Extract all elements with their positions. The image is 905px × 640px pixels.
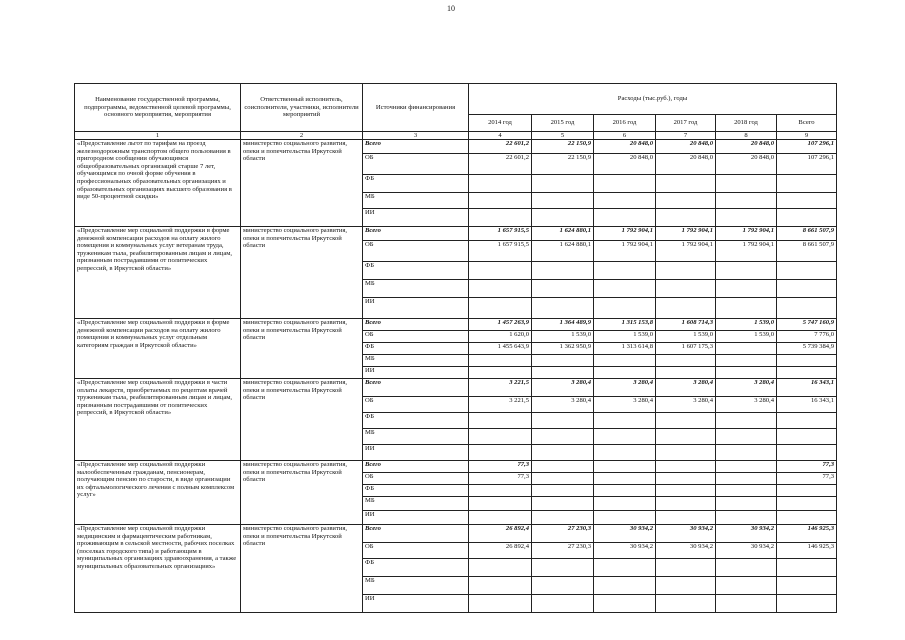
year-value-cell: 22 601,2 xyxy=(469,140,532,154)
year-value-cell xyxy=(716,367,777,379)
year-value-cell xyxy=(469,429,532,445)
page-number: 10 xyxy=(447,4,455,13)
column-header-year: 2014 год xyxy=(469,115,532,132)
column-number: 1 xyxy=(75,132,241,140)
year-value-cell: 30 934,2 xyxy=(594,525,656,543)
year-value-cell xyxy=(469,367,532,379)
year-value-cell: 1 792 904,1 xyxy=(594,241,656,262)
total-value-cell xyxy=(777,280,837,298)
year-value-cell: 26 892,4 xyxy=(469,543,532,559)
total-value-cell: 77,3 xyxy=(777,461,837,473)
column-header-total: Всего xyxy=(777,115,837,132)
year-value-cell: 26 892,4 xyxy=(469,525,532,543)
activity-description: «Предоставление мер социальной поддержки малообеспеченным гражданам, пенсионерам, получающим пенсию по старости, в виде организации их офтальмологического лечения с полным комплексом услуг» xyxy=(75,461,241,525)
year-value-cell xyxy=(469,175,532,193)
year-value-cell xyxy=(656,473,716,485)
column-number: 6 xyxy=(594,132,656,140)
column-header-year: 2015 год xyxy=(532,115,594,132)
year-value-cell xyxy=(656,298,716,319)
year-value-cell xyxy=(656,209,716,227)
total-value-cell xyxy=(777,429,837,445)
year-value-cell xyxy=(532,485,594,497)
activity-description: «Предоставление мер социальной поддержки в форме денежной компенсации расходов на оплату жилого помещения и коммунальных услуг отдельным категориям граждан в Иркутской области» xyxy=(75,319,241,379)
column-header-sources: Источники финансирования xyxy=(363,84,469,132)
total-value-cell xyxy=(777,367,837,379)
year-value-cell: 1 539,0 xyxy=(532,331,594,343)
year-value-cell: 30 934,2 xyxy=(656,543,716,559)
column-number: 7 xyxy=(656,132,716,140)
year-value-cell: 20 848,0 xyxy=(716,154,777,175)
expenses-table xyxy=(74,83,837,613)
year-value-cell xyxy=(469,280,532,298)
year-value-cell xyxy=(532,209,594,227)
year-value-cell: 1 315 153,8 xyxy=(594,319,656,331)
year-value-cell: 77,3 xyxy=(469,473,532,485)
total-value-cell xyxy=(777,497,837,511)
year-value-cell: 3 280,4 xyxy=(594,397,656,413)
year-value-cell xyxy=(469,485,532,497)
year-value-cell xyxy=(656,445,716,461)
table-row xyxy=(75,525,837,543)
year-value-cell: 27 230,3 xyxy=(532,543,594,559)
year-value-cell: 20 848,0 xyxy=(656,140,716,154)
year-value-cell xyxy=(532,298,594,319)
year-value-cell xyxy=(594,445,656,461)
year-value-cell: 1 455 643,9 xyxy=(469,343,532,355)
funding-source-cell: ИИ xyxy=(363,445,469,461)
year-value-cell xyxy=(656,175,716,193)
year-value-cell xyxy=(532,262,594,280)
total-value-cell xyxy=(777,559,837,577)
year-value-cell xyxy=(532,559,594,577)
funding-source-cell: ФБ xyxy=(363,485,469,497)
year-value-cell xyxy=(656,577,716,595)
year-value-cell xyxy=(716,343,777,355)
year-value-cell xyxy=(532,497,594,511)
column-number: 9 xyxy=(777,132,837,140)
year-value-cell xyxy=(716,595,777,613)
funding-source-cell: Всего xyxy=(363,319,469,331)
total-value-cell xyxy=(777,577,837,595)
year-value-cell: 20 848,0 xyxy=(594,140,656,154)
year-value-cell xyxy=(716,262,777,280)
year-value-cell xyxy=(469,413,532,429)
year-value-cell: 1 792 904,1 xyxy=(656,227,716,241)
year-value-cell xyxy=(594,577,656,595)
year-value-cell xyxy=(532,355,594,367)
year-value-cell xyxy=(594,485,656,497)
year-value-cell xyxy=(716,355,777,367)
year-value-cell xyxy=(656,497,716,511)
funding-source-cell: ИИ xyxy=(363,298,469,319)
year-value-cell: 30 934,2 xyxy=(716,525,777,543)
table-row xyxy=(75,227,837,241)
funding-source-cell: ФБ xyxy=(363,343,469,355)
column-number: 3 xyxy=(363,132,469,140)
total-value-cell xyxy=(777,445,837,461)
year-value-cell: 22 150,9 xyxy=(532,140,594,154)
year-value-cell: 22 601,2 xyxy=(469,154,532,175)
year-value-cell xyxy=(594,355,656,367)
total-value-cell xyxy=(777,595,837,613)
year-value-cell: 30 934,2 xyxy=(594,543,656,559)
year-value-cell xyxy=(532,511,594,525)
year-value-cell xyxy=(716,473,777,485)
total-value-cell: 107 296,1 xyxy=(777,154,837,175)
year-value-cell: 27 230,3 xyxy=(532,525,594,543)
year-value-cell xyxy=(594,209,656,227)
year-value-cell xyxy=(656,262,716,280)
total-value-cell: 16 343,1 xyxy=(777,397,837,413)
funding-source-cell: МБ xyxy=(363,280,469,298)
funding-source-cell: ОБ xyxy=(363,331,469,343)
year-value-cell: 1 792 904,1 xyxy=(716,227,777,241)
funding-source-cell: МБ xyxy=(363,577,469,595)
year-value-cell: 1 607 175,3 xyxy=(656,343,716,355)
funding-source-cell: ОБ xyxy=(363,397,469,413)
year-value-cell xyxy=(532,367,594,379)
funding-source-cell: ОБ xyxy=(363,543,469,559)
year-value-cell xyxy=(469,209,532,227)
year-value-cell xyxy=(594,595,656,613)
year-value-cell xyxy=(716,485,777,497)
year-value-cell xyxy=(716,413,777,429)
year-value-cell xyxy=(532,429,594,445)
year-value-cell xyxy=(594,413,656,429)
year-value-cell xyxy=(656,367,716,379)
funding-source-cell: МБ xyxy=(363,355,469,367)
year-value-cell xyxy=(469,559,532,577)
year-value-cell xyxy=(716,209,777,227)
total-value-cell: 7 776,0 xyxy=(777,331,837,343)
year-value-cell xyxy=(656,485,716,497)
funding-source-cell: ИИ xyxy=(363,511,469,525)
total-value-cell: 5 747 160,9 xyxy=(777,319,837,331)
total-value-cell xyxy=(777,511,837,525)
total-value-cell: 146 925,3 xyxy=(777,525,837,543)
funding-source-cell: ОБ xyxy=(363,473,469,485)
year-value-cell: 1 792 904,1 xyxy=(656,241,716,262)
year-value-cell: 3 280,4 xyxy=(532,379,594,397)
year-value-cell xyxy=(469,262,532,280)
year-value-cell xyxy=(716,577,777,595)
activity-description: «Предоставление мер социальной поддержки в части оплаты лекарств, приобретаемых по рецептам врачей труженикам тыла, реабилитированным лицам и лицам, признанным пострадавшими от политических репрессий, в Иркутской области» xyxy=(75,379,241,461)
year-value-cell xyxy=(594,298,656,319)
year-value-cell xyxy=(656,429,716,445)
year-value-cell xyxy=(469,298,532,319)
year-value-cell: 1 539,0 xyxy=(594,331,656,343)
year-value-cell: 30 934,2 xyxy=(656,525,716,543)
year-value-cell xyxy=(469,445,532,461)
column-header-executor: Ответственный исполнитель, соисполнители, участники, исполнители мероприятий xyxy=(241,84,363,132)
funding-source-cell: МБ xyxy=(363,193,469,209)
total-value-cell xyxy=(777,298,837,319)
total-value-cell xyxy=(777,355,837,367)
total-value-cell: 107 296,1 xyxy=(777,140,837,154)
total-value-cell: 16 343,1 xyxy=(777,379,837,397)
year-value-cell xyxy=(594,511,656,525)
year-value-cell xyxy=(594,175,656,193)
year-value-cell: 3 280,4 xyxy=(656,397,716,413)
funding-source-cell: ОБ xyxy=(363,241,469,262)
column-header-program: Наименование государственной программы, подпрограммы, ведомственной целевой программы, основного мероприятия, мероприятия xyxy=(75,84,241,132)
column-header-year: 2016 год xyxy=(594,115,656,132)
year-value-cell: 3 280,4 xyxy=(716,379,777,397)
total-value-cell: 146 925,3 xyxy=(777,543,837,559)
year-value-cell: 3 280,4 xyxy=(594,379,656,397)
year-value-cell: 1 657 915,5 xyxy=(469,241,532,262)
year-value-cell xyxy=(532,461,594,473)
year-value-cell: 1 539,0 xyxy=(716,331,777,343)
year-value-cell: 1 620,0 xyxy=(469,331,532,343)
year-value-cell xyxy=(656,559,716,577)
year-value-cell xyxy=(532,577,594,595)
year-value-cell: 30 934,2 xyxy=(716,543,777,559)
funding-source-cell: ФБ xyxy=(363,559,469,577)
year-value-cell xyxy=(716,280,777,298)
funding-source-cell: МБ xyxy=(363,497,469,511)
column-header-year: 2018 год xyxy=(716,115,777,132)
year-value-cell xyxy=(532,193,594,209)
total-value-cell xyxy=(777,485,837,497)
funding-source-cell: МБ xyxy=(363,429,469,445)
funding-source-cell: Всего xyxy=(363,461,469,473)
year-value-cell xyxy=(469,577,532,595)
year-value-cell: 3 280,4 xyxy=(716,397,777,413)
funding-source-cell: ФБ xyxy=(363,175,469,193)
funding-source-cell: Всего xyxy=(363,140,469,154)
year-value-cell: 1 624 880,1 xyxy=(532,241,594,262)
year-value-cell xyxy=(716,511,777,525)
executor-cell: министерство социального развития, опеки и попечительства Иркутской области xyxy=(241,227,363,319)
table-row xyxy=(75,140,837,154)
executor-cell: министерство социального развития, опеки и попечительства Иркутской области xyxy=(241,379,363,461)
year-value-cell xyxy=(594,367,656,379)
year-value-cell xyxy=(594,559,656,577)
activity-description: «Предоставление мер социальной поддержки медицинским и фармацевтическим работникам, проживающим в сельской местности, рабочих поселках (поселках городского типа) и работающим в муниципальных организациях здравоохранения, а также муниципальных образовательных организациях» xyxy=(75,525,241,613)
year-value-cell: 20 848,0 xyxy=(594,154,656,175)
year-value-cell xyxy=(656,461,716,473)
year-value-cell: 22 150,9 xyxy=(532,154,594,175)
funding-source-cell: ИИ xyxy=(363,595,469,613)
year-value-cell: 1 364 489,9 xyxy=(532,319,594,331)
executor-cell: министерство социального развития, опеки и попечительства Иркутской области xyxy=(241,525,363,613)
year-value-cell xyxy=(469,355,532,367)
year-value-cell xyxy=(532,445,594,461)
year-value-cell xyxy=(532,473,594,485)
table-body xyxy=(75,140,837,613)
activity-description: «Предоставление мер социальной поддержки в форме денежной компенсации расходов на оплату жилого помещения и коммунальных услуг ветеранам труда, труженикам тыла, реабилитированным лицам и лицам, признанным пострадавшими от политических репрессий, в Иркутской области» xyxy=(75,227,241,319)
year-value-cell: 1 657 915,5 xyxy=(469,227,532,241)
year-value-cell xyxy=(656,280,716,298)
year-value-cell: 1 608 714,3 xyxy=(656,319,716,331)
year-value-cell: 77,3 xyxy=(469,461,532,473)
table-row xyxy=(75,319,837,331)
table-row xyxy=(75,461,837,473)
year-value-cell xyxy=(716,193,777,209)
column-number: 4 xyxy=(469,132,532,140)
year-value-cell: 3 280,4 xyxy=(532,397,594,413)
total-value-cell: 5 739 384,9 xyxy=(777,343,837,355)
executor-cell: министерство социального развития, опеки и попечительства Иркутской области xyxy=(241,319,363,379)
year-value-cell: 1 792 904,1 xyxy=(594,227,656,241)
executor-cell: министерство социального развития, опеки и попечительства Иркутской области xyxy=(241,140,363,227)
total-value-cell xyxy=(777,193,837,209)
total-value-cell xyxy=(777,209,837,227)
total-value-cell xyxy=(777,262,837,280)
year-value-cell: 1 792 904,1 xyxy=(716,241,777,262)
executor-cell: министерство социального развития, опеки и попечительства Иркутской области xyxy=(241,461,363,525)
column-number: 5 xyxy=(532,132,594,140)
column-number-row xyxy=(75,132,837,140)
year-value-cell xyxy=(656,355,716,367)
funding-source-cell: ИИ xyxy=(363,367,469,379)
funding-source-cell: Всего xyxy=(363,379,469,397)
table-row xyxy=(75,379,837,397)
year-value-cell xyxy=(594,473,656,485)
year-value-cell xyxy=(594,280,656,298)
year-value-cell: 1 624 880,1 xyxy=(532,227,594,241)
total-value-cell xyxy=(777,175,837,193)
year-value-cell xyxy=(716,497,777,511)
year-value-cell xyxy=(656,413,716,429)
year-value-cell xyxy=(716,429,777,445)
funding-source-cell: ОБ xyxy=(363,154,469,175)
funding-source-cell: ФБ xyxy=(363,413,469,429)
year-value-cell: 3 280,4 xyxy=(656,379,716,397)
year-value-cell xyxy=(532,280,594,298)
funding-source-cell: Всего xyxy=(363,525,469,543)
column-number: 2 xyxy=(241,132,363,140)
total-value-cell: 77,3 xyxy=(777,473,837,485)
funding-source-cell: ИИ xyxy=(363,209,469,227)
year-value-cell xyxy=(594,497,656,511)
year-value-cell: 1 362 950,9 xyxy=(532,343,594,355)
year-value-cell: 1 539,0 xyxy=(716,319,777,331)
year-value-cell xyxy=(716,461,777,473)
year-value-cell xyxy=(469,511,532,525)
total-value-cell: 8 661 507,9 xyxy=(777,241,837,262)
year-value-cell: 1 313 614,8 xyxy=(594,343,656,355)
year-value-cell xyxy=(469,193,532,209)
year-value-cell xyxy=(716,445,777,461)
year-value-cell xyxy=(656,193,716,209)
year-value-cell xyxy=(532,175,594,193)
year-value-cell xyxy=(656,595,716,613)
column-header-year: 2017 год xyxy=(656,115,716,132)
year-value-cell: 20 848,0 xyxy=(656,154,716,175)
year-value-cell xyxy=(594,429,656,445)
total-value-cell xyxy=(777,413,837,429)
column-header-expenses: Расходы (тыс.руб.), годы xyxy=(469,84,837,115)
year-value-cell xyxy=(716,298,777,319)
funding-source-cell: Всего xyxy=(363,227,469,241)
column-number: 8 xyxy=(716,132,777,140)
year-value-cell: 1 457 263,9 xyxy=(469,319,532,331)
year-value-cell: 3 221,5 xyxy=(469,379,532,397)
year-value-cell xyxy=(716,175,777,193)
year-value-cell xyxy=(469,595,532,613)
year-value-cell xyxy=(594,193,656,209)
year-value-cell: 1 539,0 xyxy=(656,331,716,343)
year-value-cell xyxy=(594,262,656,280)
year-value-cell xyxy=(656,511,716,525)
activity-description: «Предоставление льгот по тарифам на проезд железнодорожным транспортом общего пользования в пригородном сообщении обучающимся общеобразовательных организаций старше 7 лет, обучающимся по очной форме обучения в профессиональных образовательных организациях и образовательных организациях высшего образования в виде 50-процентной скидки» xyxy=(75,140,241,227)
year-value-cell xyxy=(532,595,594,613)
year-value-cell xyxy=(594,461,656,473)
year-value-cell xyxy=(716,559,777,577)
year-value-cell xyxy=(532,413,594,429)
year-value-cell: 3 221,5 xyxy=(469,397,532,413)
total-value-cell: 8 661 507,9 xyxy=(777,227,837,241)
year-value-cell xyxy=(469,497,532,511)
funding-source-cell: ФБ xyxy=(363,262,469,280)
year-value-cell: 20 848,0 xyxy=(716,140,777,154)
